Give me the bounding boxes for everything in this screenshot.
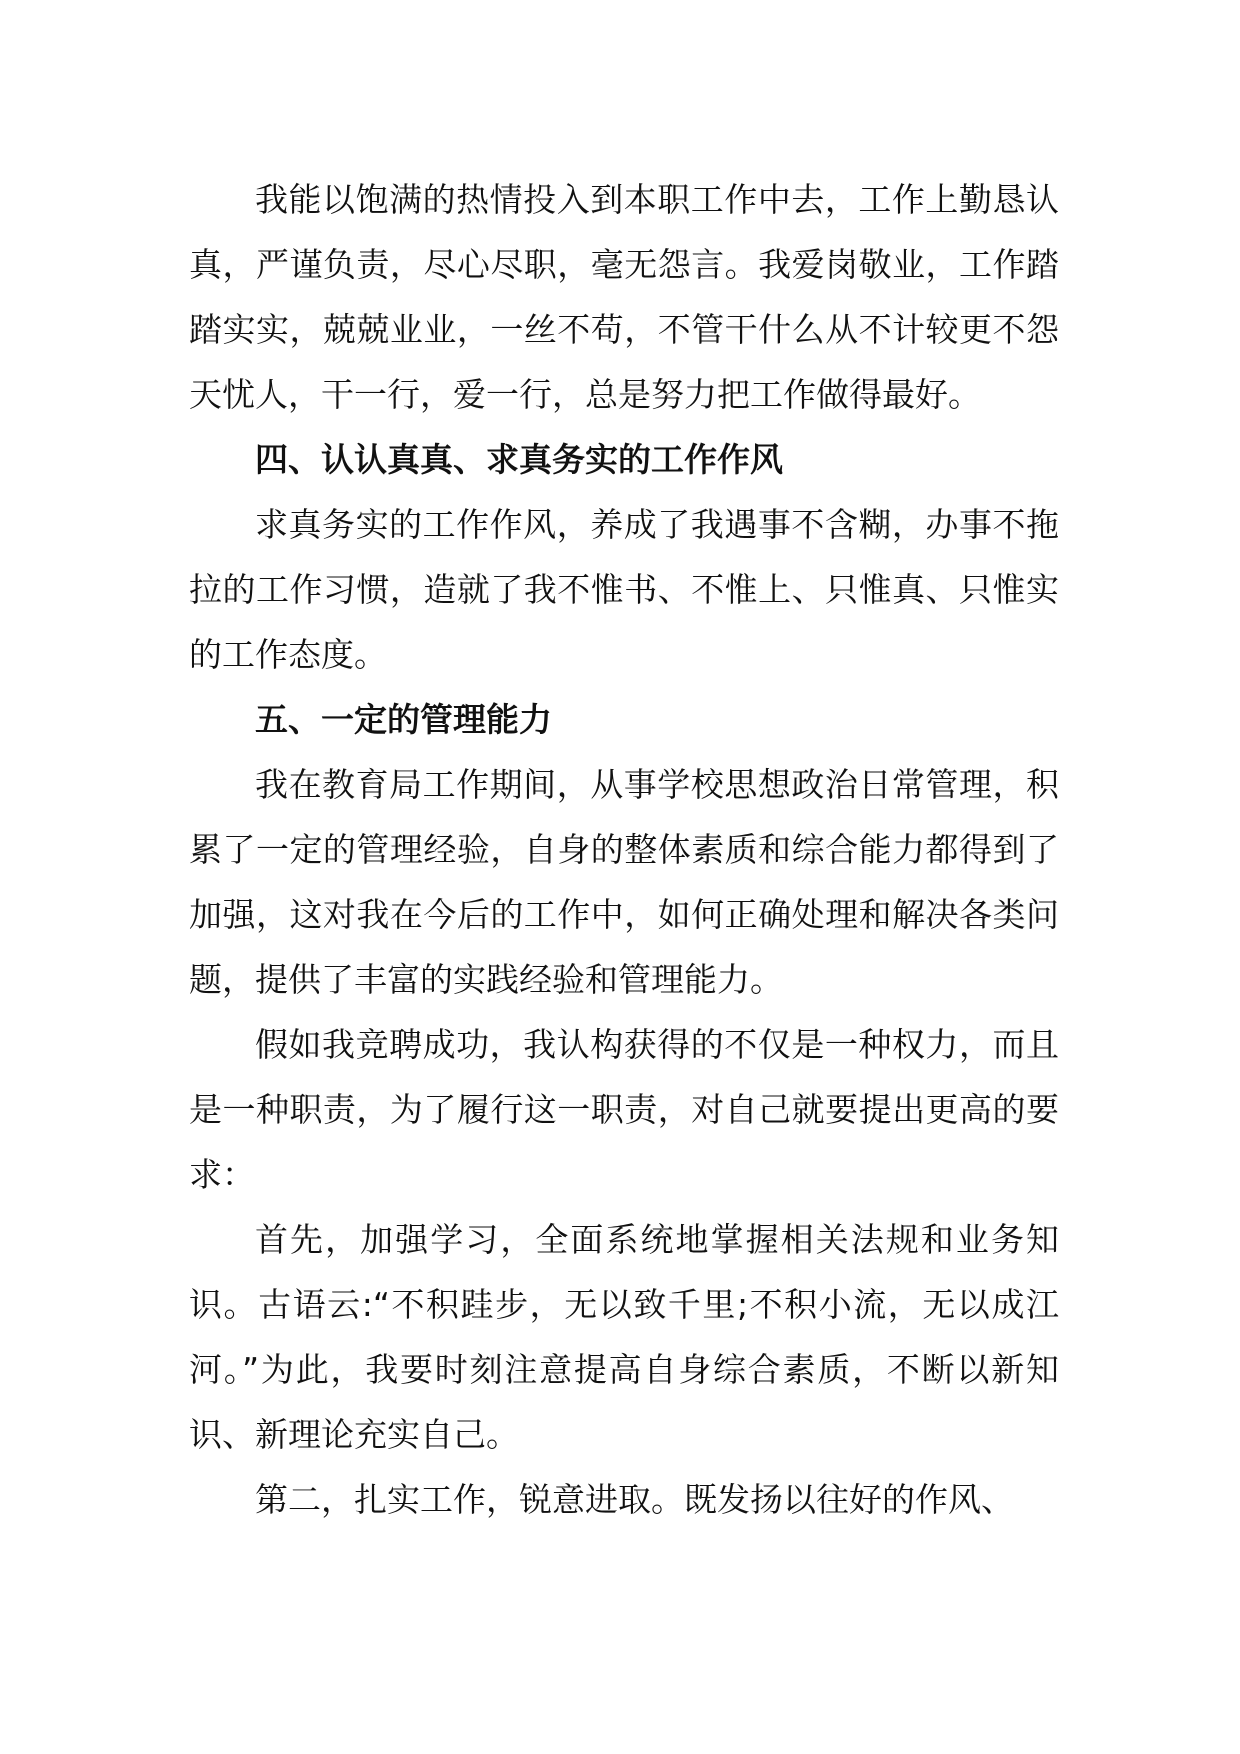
paragraph-if-successful: 假如我竞聘成功，我认构获得的不仅是一种权力，而且是一种职责，为了履行这一职责，对自己就要提出更高的要求： bbox=[189, 1025, 1059, 1194]
document-page bbox=[189, 167, 1059, 1532]
paragraph-first: 首先，加强学习，全面系统地掌握相关法规和业务知识。古语云:“不积跬步，无以致千里;不积小流，无以成江河。”为此，我要时刻注意提高自身综合素质，不断以新知识、新理论充实自己。 bbox=[189, 1220, 1059, 1454]
paragraph-management: 我在教育局工作期间，从事学校思想政治日常管理，积累了一定的管理经验，自身的整体素质和综合能力都得到了加强，这对我在今后的工作中，如何正确处理和解决各类问题，提供了丰富的实践经验和管理能力。 bbox=[189, 765, 1059, 999]
section-heading-4: 四、认认真真、求真务实的工作作风 bbox=[255, 440, 783, 479]
paragraph-dedication: 我能以饱满的热情投入到本职工作中去，工作上勤恳认真，严谨负责，尽心尽职，毫无怨言。我爱岗敬业，工作踏踏实实，兢兢业业，一丝不苟，不管干什么从不计较更不怨天忧人，干一行，爱一行，总是努力把工作做得最好。 bbox=[189, 180, 1059, 414]
paragraph-second: 第二，扎实工作，锐意进取。既发扬以往好的作风、 bbox=[255, 1480, 1014, 1519]
paragraph-work-style: 求真务实的工作作风，养成了我遇事不含糊，办事不拖拉的工作习惯，造就了我不惟书、不惟上、只惟真、只惟实的工作态度。 bbox=[189, 505, 1059, 674]
section-heading-5: 五、一定的管理能力 bbox=[255, 700, 552, 739]
